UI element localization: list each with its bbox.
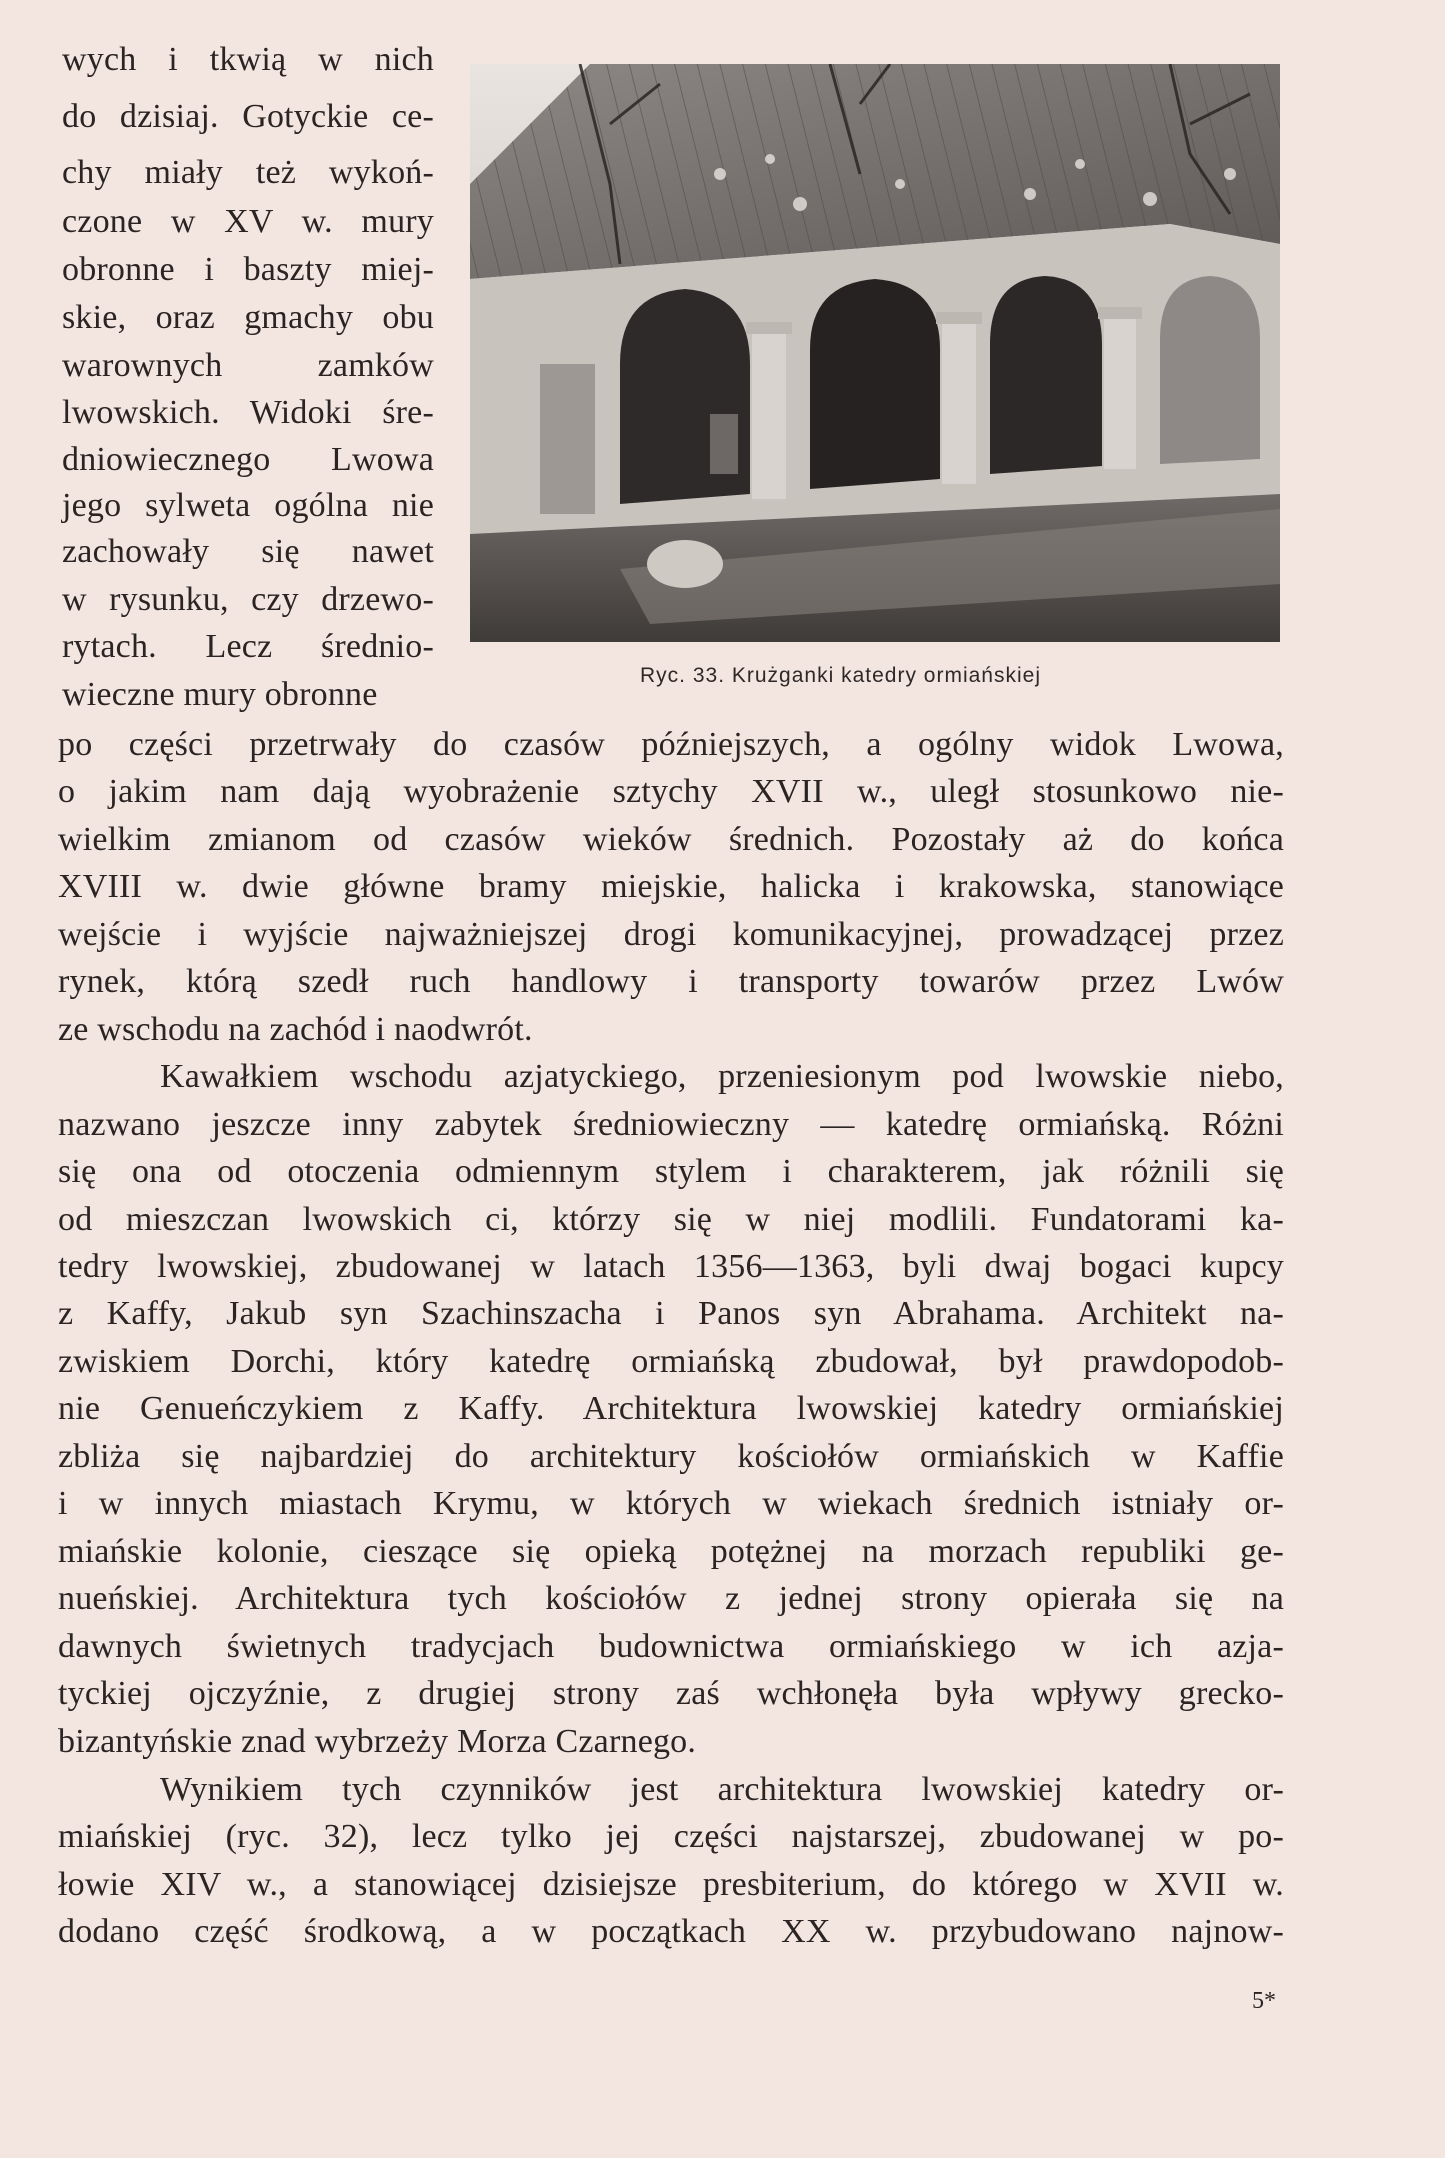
text-line: dniowiecznego Lwowa: [62, 441, 434, 478]
text-line: bizantyńskie znad wybrzeży Morza Czarnego.: [58, 1723, 697, 1760]
cloister-photo-illustration: [470, 64, 1280, 642]
text-line: dawnych świetnych tradycjach budownictwa ormiańskiego w ich azja-: [58, 1628, 1284, 1665]
paragraph-start-line: Wynikiem tych czynników jest architektura lwowskiej katedry or-: [160, 1771, 1284, 1808]
text-line: wieczne mury obronne: [62, 676, 378, 713]
text-line: jego sylweta ogólna nie: [62, 487, 434, 524]
text-line: w rysunku, czy drzewo-: [62, 581, 434, 618]
text-line: rynek, którą szedł ruch handlowy i transporty towarów przez Lwów: [58, 963, 1284, 1000]
text-line: czone w XV w. mury: [62, 203, 434, 240]
text-line: o jakim nam dają wyobrażenie sztychy XVII w., uległ stosunkowo nie-: [58, 773, 1284, 810]
text-line: zbliża się najbardziej do architektury kościołów ormiańskich w Kaffie: [58, 1438, 1284, 1475]
text-line: i w innych miastach Krymu, w których w wiekach średnich istniały or-: [58, 1485, 1284, 1522]
text-line: wielkim zmianom od czasów wieków średnich. Pozostały aż do końca: [58, 821, 1284, 858]
text-line: miańskiej (ryc. 32), lecz tylko jej części najstarszej, zbudowanej w po-: [58, 1818, 1284, 1855]
text-line: wejście i wyjście najważniejszej drogi komunikacyjnej, prowadzącej przez: [58, 916, 1284, 953]
text-line: z Kaffy, Jakub syn Szachinszacha i Panos syn Abrahama. Architekt na-: [58, 1295, 1284, 1332]
text-line: XVIII w. dwie główne bramy miejskie, halicka i krakowska, stanowiące: [58, 868, 1284, 905]
text-line: nazwano jeszcze inny zabytek średniowieczny — katedrę ormiańską. Różni: [58, 1106, 1284, 1143]
text-line: dodano część środkową, a w początkach XX w. przybudowano najnow-: [58, 1913, 1284, 1950]
text-line: się ona od otoczenia odmiennym stylem i charakterem, jak różnili się: [58, 1153, 1284, 1190]
photo-cathedral-cloisters: [470, 64, 1280, 642]
paragraph-start-line: Kawałkiem wschodu azjatyckiego, przeniesionym pod lwowskie niebo,: [160, 1058, 1284, 1095]
text-line: nueńskiej. Architektura tych kościołów z jednej strony opierała się na: [58, 1580, 1284, 1617]
text-line: od mieszczan lwowskich ci, którzy się w niej modlili. Fundatorami ka-: [58, 1201, 1284, 1238]
text-line: chy miały też wykoń-: [62, 154, 434, 191]
text-line: tedry lwowskiej, zbudowanej w latach 1356—1363, byli dwaj bogaci kupcy: [58, 1248, 1284, 1285]
text-line: po części przetrwały do czasów późniejszych, a ogólny widok Lwowa,: [58, 726, 1284, 763]
text-line: miańskie kolonie, cieszące się opieką potężnej na morzach republiki ge-: [58, 1533, 1284, 1570]
text-line: zwiskiem Dorchi, który katedrę ormiańską zbudował, był prawdopodob-: [58, 1343, 1284, 1380]
text-line: wych i tkwią w nich: [62, 41, 434, 78]
text-line: ze wschodu na zachód i naodwrót.: [58, 1011, 533, 1048]
figure-caption: Ryc. 33. Krużganki katedry ormiańskiej: [640, 664, 1041, 687]
text-line: tyckiej ojczyźnie, z drugiej strony zaś wchłonęła była wpływy grecko-: [58, 1675, 1284, 1712]
text-line: zachowały się nawet: [62, 533, 434, 570]
text-line: warownych zamków: [62, 347, 434, 384]
text-line: obronne i baszty miej-: [62, 251, 434, 288]
text-line: do dzisiaj. Gotyckie ce-: [62, 98, 434, 135]
text-line: nie Genueńczykiem z Kaffy. Architektura lwowskiej katedry ormiańskiej: [58, 1390, 1284, 1427]
text-line: rytach. Lecz średnio-: [62, 628, 434, 665]
page-number: 5*: [1252, 1988, 1276, 2014]
text-line: łowie XIV w., a stanowiącej dzisiejsze presbiterium, do którego w XVII w.: [58, 1866, 1284, 1903]
text-line: skie, oraz gmachy obu: [62, 299, 434, 336]
text-line: lwowskich. Widoki śre-: [62, 394, 434, 431]
